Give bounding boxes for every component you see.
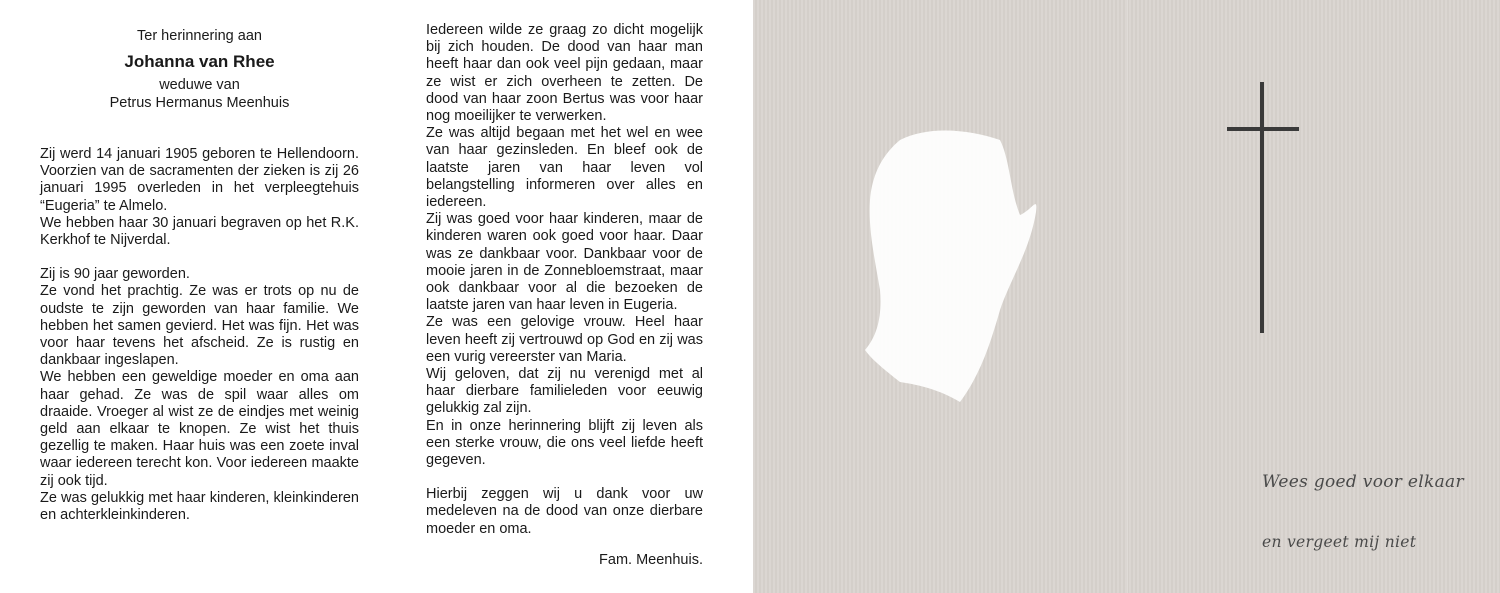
biography-paragraph: Iedereen wilde ze graag zo dicht mogelijk bij zich houden. De dood van haar man heeft haar dan ook veel pijn gedaan, maar ze wist er zich overheen te zetten. De dood van haar zoon Bertus was voor haar nog moeilijker te verwerken. Ze was altijd begaan met het wel en wee van haar gezinsleden. En bleef ook de laatste jaren van haar leven vol belangstelling informeren over alles en iedereen. Zij was goed voor haar kinderen, maar de kinderen waren ook goed voor haar. Daar was ze dankbaar voor. Dankbaar voor de mooie jaren in de Zonnebloemstraat, maar ook dankbaar voor al die bezoeken de laatste jaren van haar leven in Eugeria. Ze was een gelovige vrouw. Heel haar leven heeft zij vertrouwd op God en zij was een vurig vereerster van Maria. Wij geloven, dat zij nu verenigd met al haar dierbare familieleden voor eeuwig gelukkig zal zijn. En in onze herinnering blijft zij leven als een sterke vrouw, die ons veel liefde heeft gegeven. — [426, 22, 703, 469]
quote-line: en vergeet mij niet — [1262, 533, 1417, 551]
fold-line — [1127, 0, 1128, 593]
cross-icon — [1260, 82, 1264, 333]
relation-line: weduwe van — [159, 77, 240, 93]
quote-line: Wees goed voor elkaar — [1262, 472, 1464, 492]
biography-paragraph: Zij werd 14 januari 1905 geboren te Hellendoorn. Voorzien van de sacramenten der zieken is zij 26 januari 1995 overleden in het verpleegtehuis “Eugeria” te Almelo. We hebben haar 30 januari begraven op het R.K. Kerkhof te Nijverdal. — [40, 146, 359, 249]
thanks-paragraph: Hierbij zeggen wij u dank voor uw medeleven na de dood van onze dierbare moeder en oma. — [426, 486, 703, 537]
family-signoff: Fam. Meenhuis. — [599, 551, 703, 568]
text-panel-left — [0, 0, 377, 593]
card-header — [40, 27, 359, 112]
biography-paragraph: Zij is 90 jaar geworden. Ze vond het prachtig. Ze was er trots op nu de oudste te zijn geworden van haar familie. We hebben het samen gevierd. Het was fijn. Het was voor haar tevens het afscheid. Ze is rustig en dankbaar ingeslapen. We hebben een geweldige moeder en oma aan haar gehad. Ze was de spil waar alles om draaide. Vroeger al wist ze de eindjes met weinig geld aan elkaar te knopen. Ze wist het thuis gezellig te maken. Haar huis was een zoete inval waar iedereen terecht kon. Voor iedereen maakte zij ook tijd. Ze was gelukkig met haar kinderen, kleinkinderen en achterkleinkinderen. — [40, 266, 359, 524]
text-panel-middle — [377, 0, 753, 593]
intro-line: Ter herinnering aan — [137, 28, 262, 44]
deceased-name: Johanna van Rhee — [124, 52, 275, 71]
husband-name: Petrus Hermanus Meenhuis — [109, 95, 290, 111]
dove-icon — [860, 120, 1040, 410]
cross-icon — [1227, 127, 1299, 131]
